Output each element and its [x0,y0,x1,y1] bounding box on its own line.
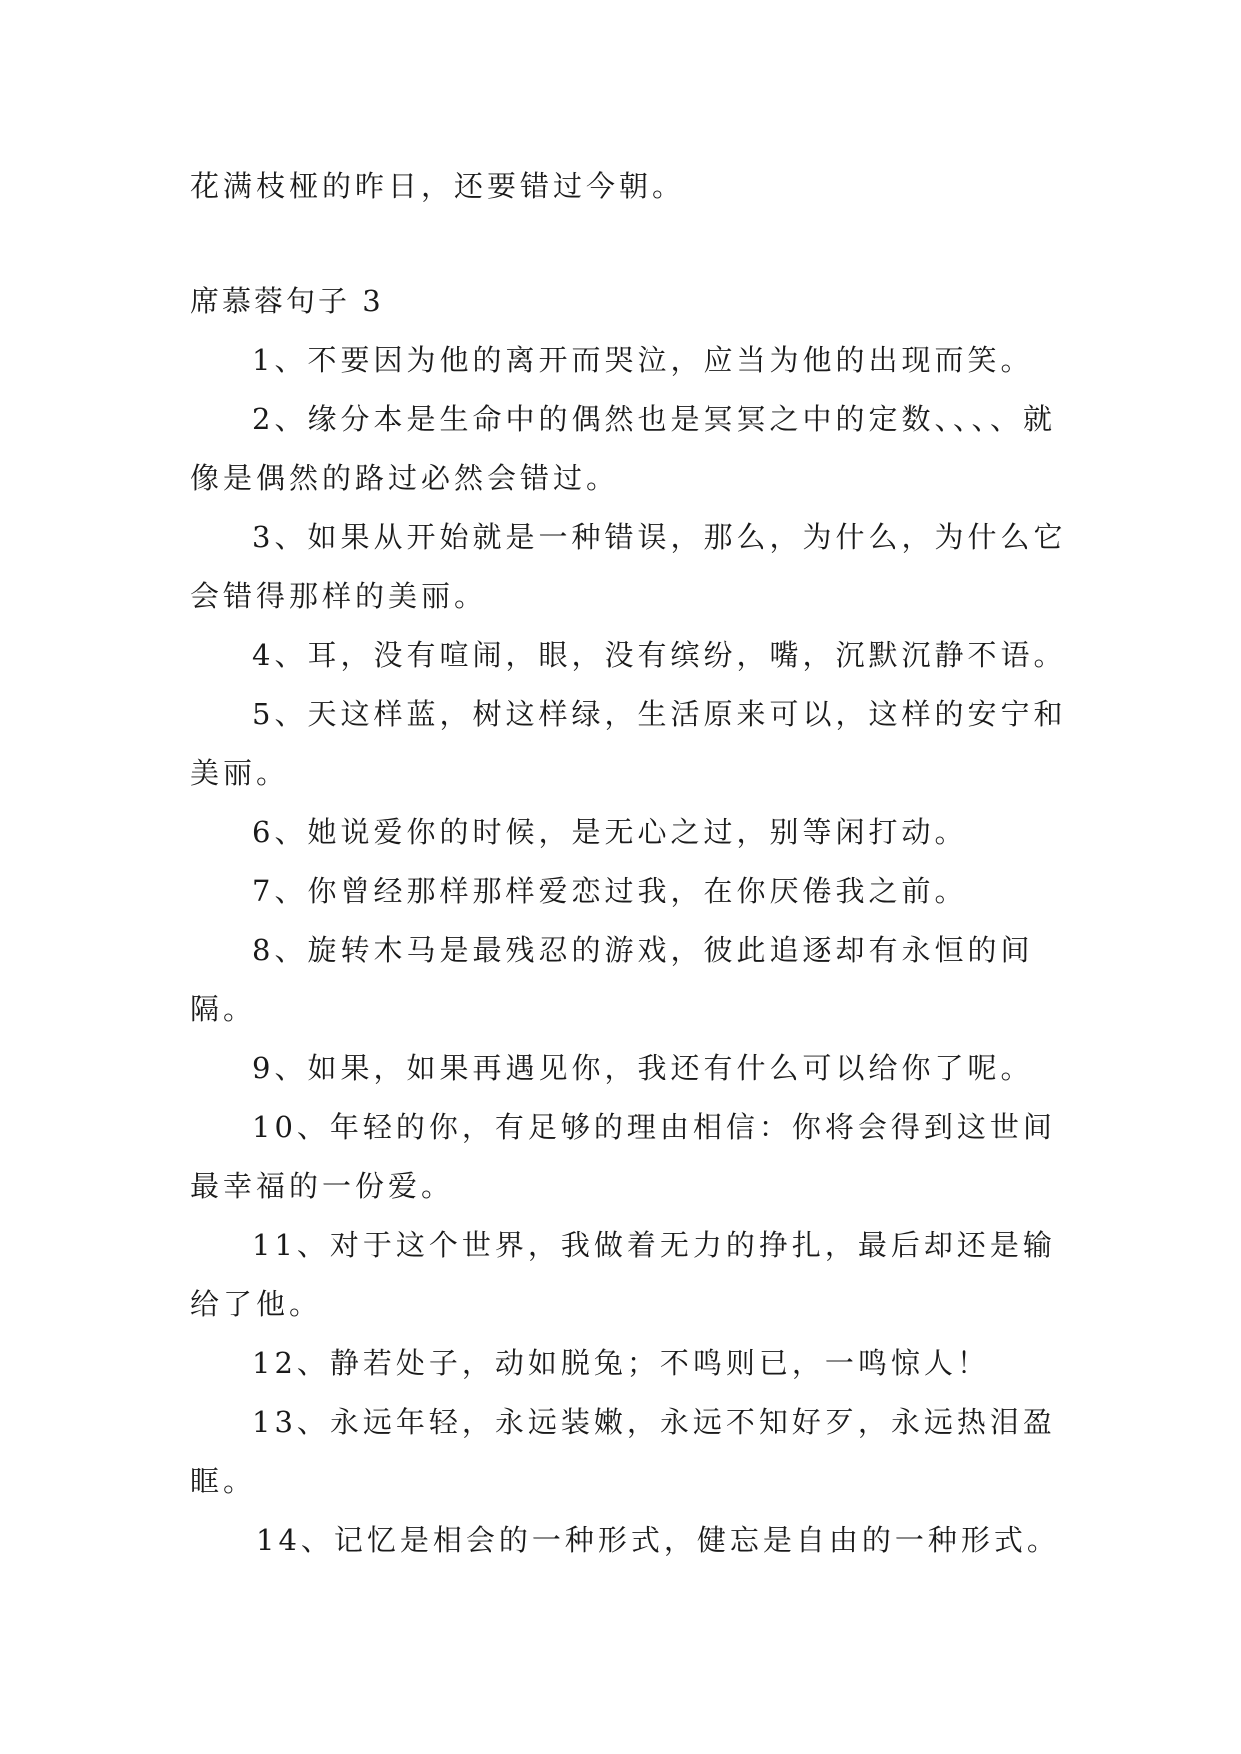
sentence-10: 10、年轻的你，有足够的理由相信：你将会得到这世间最幸福的一份爱。 [190,1110,1056,1203]
sentence-5: 5、天这样蓝，树这样绿，生活原来可以，这样的安宁和美丽。 [190,697,1067,790]
sentence-8: 8、旋转木马是最残忍的游戏，彼此追逐却有永恒的间隔。 [190,933,1034,1026]
sentence-9: 9、如果，如果再遇见你，我还有什么可以给你了呢。 [252,1051,1034,1085]
sentence-14: 14、记忆是相会的一种形式，健忘是自由的一种形式。 [256,1523,1060,1557]
sentence-12: 12、静若处子，动如脱兔；不鸣则已，一鸣惊人！ [252,1346,990,1380]
sentence-6: 6、她说爱你的时候，是无心之过，别等闲打动。 [252,815,968,849]
section-heading: 席慕蓉句子 3 [190,284,384,318]
sentence-list [190,331,1070,1570]
sentence-11: 11、对于这个世界，我做着无力的挣扎，最后却还是输给了他。 [190,1228,1056,1321]
sentence-3: 3、如果从开始就是一种错误，那么，为什么，为什么它会错得那样的美丽。 [190,520,1067,613]
lead-line: 花满枝桠的昨日，还要错过今朝。 [190,169,686,203]
sentence-1: 1、不要因为他的离开而哭泣，应当为他的出现而笑。 [252,343,1034,377]
sentence-2: 2、缘分本是生命中的偶然也是冥冥之中的定数、、、、就像是偶然的路过必然会错过。 [190,402,1056,495]
sentence-13: 13、永远年轻，永远装嫩，永远不知好歹，永远热泪盈眶。 [190,1405,1056,1498]
sentence-7: 7、你曾经那样那样爱恋过我，在你厌倦我之前。 [252,874,968,908]
sentence-4: 4、耳，没有喧闹，眼，没有缤纷，嘴，沉默沉静不语。 [252,638,1067,672]
